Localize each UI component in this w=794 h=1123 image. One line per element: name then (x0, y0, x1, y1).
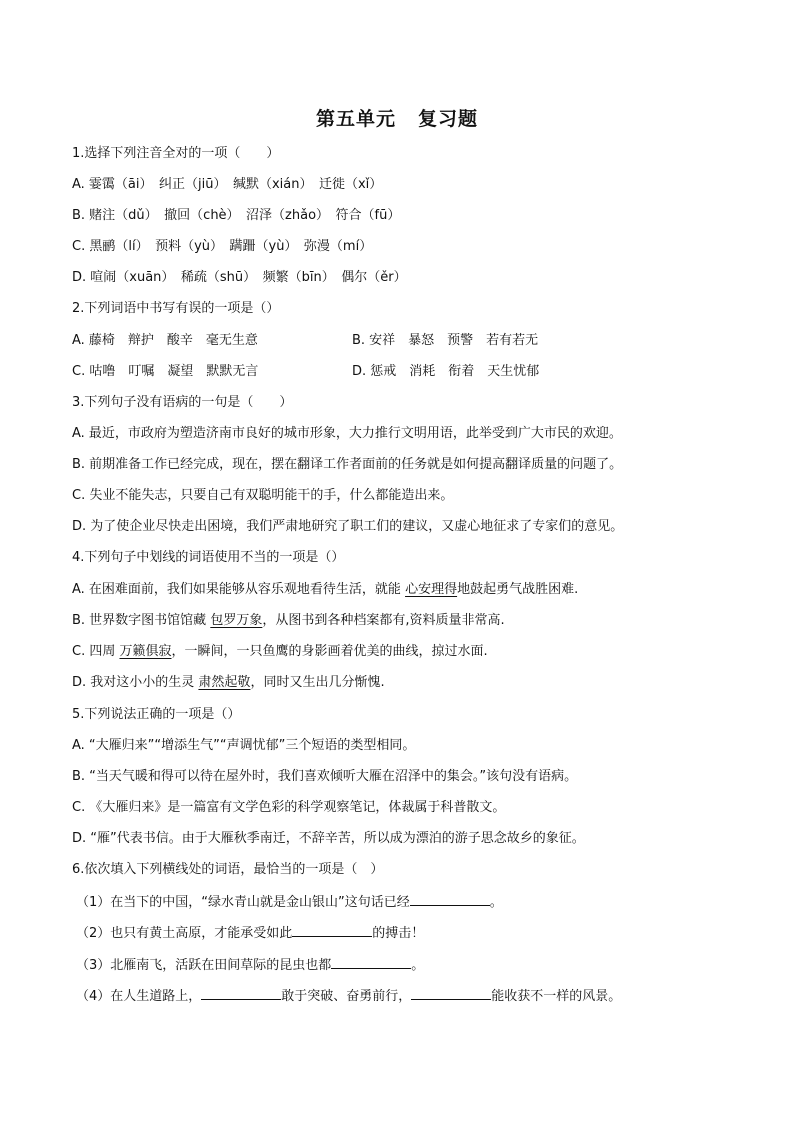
q6-sentence-2 (76, 924, 424, 943)
q6-s1-blank[interactable] (410, 893, 490, 906)
q3-stem: 3.下列句子没有语病的一句是（ ） (72, 395, 293, 410)
q6-sentence-1 (76, 893, 503, 912)
q1-option-b: B. 赌注（dǔ） 撤回（chè） 沼泽（zhǎo） 符合（fū） (72, 208, 401, 223)
q6-s4-blank-2[interactable] (411, 987, 491, 1000)
q6-s4-after: 能收获不一样的风景。 (491, 989, 622, 1004)
q4-b-text-after: ，从图书到各种档案都有,资料质量非常高. (262, 613, 505, 628)
title-unit: 第五单元 (315, 108, 396, 130)
q6-s1-before: （1）在当下的中国，“绿水青山就是金山银山”这句话已经 (76, 895, 410, 910)
q6-s2-after: 的搏击！ (372, 926, 425, 941)
q4-d-text-after: ，同时又生出几分惭愧. (250, 675, 385, 690)
q6-s3-before: （3）北雁南飞，活跃在田间草际的昆虫也都 (76, 958, 332, 973)
q6-s3-blank[interactable] (331, 956, 411, 969)
q6-s4-middle: 敢于突破、奋勇前行， (281, 989, 412, 1004)
q4-option-b (72, 612, 505, 630)
q6-s3-after: 。 (411, 958, 425, 973)
q3-option-c: C. 失业不能失志，只要自己有双聪明能干的手，什么都能造出来。 (72, 488, 454, 503)
q6-s4-blank-1[interactable] (201, 987, 281, 1000)
q6-s2-blank[interactable] (292, 924, 372, 937)
q4-option-d (72, 674, 385, 692)
q4-c-text-before: C. 四周 (72, 644, 120, 659)
q4-a-text-after: 地鼓起勇气战胜困难. (457, 582, 579, 597)
q4-a-text-before: A. 在困难面前，我们如果能够从容乐观地看待生活，就能 (72, 582, 406, 597)
q3-option-a: A. 最近，市政府为塑造济南市良好的城市形象，大力推行文明用语，此举受到广大市民的欢迎。 (72, 426, 622, 441)
q1-option-d: D. 喧闹（xuān） 稀疏（shū） 频繁（bīn） 偶尔（ěr） (72, 270, 407, 285)
q4-d-underlined: 肃然起敬 (198, 675, 251, 690)
q4-b-text-before: B. 世界数字图书馆馆藏 (72, 613, 211, 628)
q6-s1-after: 。 (489, 895, 503, 910)
q4-c-text-after: ，一瞬间，一只鱼鹰的身影画着优美的曲线，掠过水面. (171, 644, 488, 659)
q4-a-underlined: 心安理得 (405, 582, 458, 597)
q6-s4-before: （4）在人生道路上， (76, 989, 202, 1004)
q5-option-c: C. 《大雁归来》是一篇富有文学色彩的科学观察笔记，体裁属于科普散文。 (72, 800, 506, 815)
q4-stem: 4.下列句子中划线的词语使用不当的一项是（） (72, 550, 345, 565)
q2-option-b: B. 安祥 暴怒 预警 若有若无 (352, 333, 539, 348)
q4-option-a (72, 581, 578, 599)
q5-option-b: B. “当天气暖和得可以待在屋外时，我们喜欢倾听大雁在沼泽中的集会。”该句没有语病。 (72, 769, 578, 784)
q5-option-a: A. “大雁归来”“增添生气”“声调忧郁”三个短语的类型相同。 (72, 738, 416, 753)
q6-s2-before: （2）也只有黄土高原，才能承受如此 (76, 926, 293, 941)
q4-d-text-before: D. 我对这小小的生灵 (72, 675, 199, 690)
q5-option-d: D. “雁”代表书信。由于大雁秋季南迁，不辞辛苦，所以成为漂泊的游子思念故乡的象征。 (72, 831, 585, 846)
q5-stem: 5.下列说法正确的一项是（） (72, 707, 241, 722)
q1-option-c: C. 黑鹂（lí） 预料（yù） 蹒跚（yù） 弥漫（mí） (72, 239, 373, 254)
page-title (0, 104, 794, 131)
q4-c-underlined: 万籁俱寂 (119, 644, 172, 659)
q2-stem: 2.下列词语中书写有误的一项是（） (72, 301, 280, 316)
q1-option-a: A. 霎霭（āi） 纠正（jiū） 缄默（xián） 迁徙（xǐ） (72, 177, 383, 192)
q2-option-c: C. 咕噜 叮嘱 凝望 默默无言 (72, 364, 259, 379)
q2-option-a: A. 藤椅 辩护 酸辛 毫无生意 (72, 333, 258, 348)
q4-option-c (72, 643, 488, 661)
q3-option-b: B. 前期准备工作已经完成，现在，摆在翻译工作者面前的任务就是如何提高翻译质量的问题了。 (72, 457, 623, 472)
q6-sentence-3 (76, 956, 424, 975)
title-review: 复习题 (418, 108, 479, 130)
q6-sentence-4 (76, 987, 621, 1006)
q1-stem: 1.选择下列注音全对的一项（ ） (72, 146, 280, 161)
q6-stem: 6.依次填入下列横线处的词语，最恰当的一项是（ ） (72, 862, 384, 877)
q3-option-d: D. 为了使企业尽快走出困境，我们严肃地研究了职工们的建议，又虚心地征求了专家们的意见。 (72, 519, 624, 534)
q4-b-underlined: 包罗万象 (210, 613, 263, 628)
q2-option-d: D. 惩戒 消耗 衔着 天生忧郁 (352, 364, 540, 379)
